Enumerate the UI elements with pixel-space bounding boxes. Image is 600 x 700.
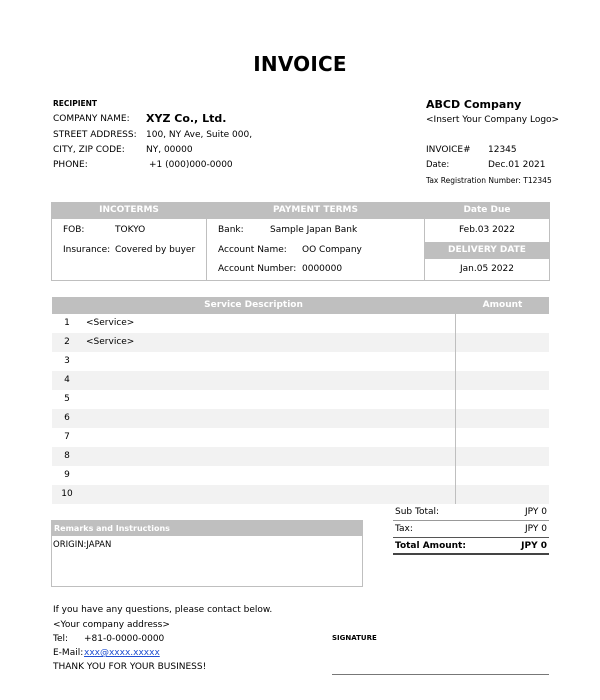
row-number: 2: [64, 337, 70, 347]
account-name-label: Account Name:: [218, 245, 287, 255]
account-number-label: Account Number:: [218, 264, 297, 274]
date-due-header: Date Due: [425, 202, 549, 219]
company-address: <Your company address>: [53, 620, 170, 630]
subtotal-rule: [393, 520, 549, 521]
payment-terms-header: PAYMENT TERMS: [207, 202, 424, 219]
row-number: 10: [61, 489, 73, 499]
table-row: [52, 447, 549, 466]
company-name-value: XYZ Co., Ltd.: [146, 112, 227, 125]
row-number: 4: [64, 375, 70, 385]
table-row: [52, 466, 549, 485]
fob-label: FOB:: [63, 225, 85, 235]
bank-label: Bank:: [218, 225, 244, 235]
delivery-date-header: DELIVERY DATE: [425, 242, 549, 259]
table-row: [52, 409, 549, 428]
bank-value: Sample Japan Bank: [270, 225, 358, 235]
total-rule: [393, 553, 549, 555]
date-label: Date:: [426, 160, 450, 170]
email-link[interactable]: xxx@xxxx.xxxxx: [84, 648, 160, 658]
invoice-number-label: INVOICE#: [426, 145, 471, 155]
city-zip-value: NY, 00000: [146, 145, 193, 155]
total-amount-label: Total Amount:: [395, 541, 466, 551]
subtotal-value: JPY 0: [525, 507, 547, 517]
date-due-value: Feb.03 2022: [458, 225, 515, 235]
row-description: <Service>: [86, 318, 135, 328]
row-number: 9: [64, 470, 70, 480]
table-row: [52, 352, 549, 371]
contact-question: If you have any questions, please contact below.: [53, 605, 273, 615]
table-row: [52, 485, 549, 504]
terms-divider: [206, 202, 207, 281]
service-description-header: Service Description: [52, 297, 455, 314]
company-name-label: COMPANY NAME:: [53, 114, 130, 124]
account-number-value: 0000000: [302, 264, 343, 274]
phone-value: +1 (000)000-0000: [149, 160, 233, 170]
fob-value: TOKYO: [115, 225, 146, 235]
insurance-value: Covered by buyer: [115, 245, 196, 255]
table-row: [52, 371, 549, 390]
street-address-label: STREET ADDRESS:: [53, 130, 137, 140]
city-zip-label: CITY, ZIP CODE:: [53, 145, 125, 155]
tel-label: Tel:: [53, 634, 69, 644]
tax-value: JPY 0: [525, 524, 547, 534]
row-description: <Service>: [86, 337, 135, 347]
signature-line: [332, 674, 549, 675]
row-number: 5: [64, 394, 70, 404]
recipient-heading: RECIPIENT: [53, 99, 97, 108]
table-row: [52, 314, 549, 333]
signature-label: SIGNATURE: [332, 634, 377, 642]
account-name-value: OO Company: [302, 245, 362, 255]
table-row: [52, 390, 549, 409]
sender-company: ABCD Company: [426, 98, 522, 111]
invoice-title: INVOICE: [253, 52, 347, 76]
row-number: 8: [64, 451, 70, 461]
table-row: [52, 428, 549, 447]
tax-rule: [393, 537, 549, 538]
table-row: [52, 333, 549, 352]
row-number: 7: [64, 432, 70, 442]
row-number: 3: [64, 356, 70, 366]
delivery-date-value: Jan.05 2022: [460, 264, 514, 274]
incoterms-header: INCOTERMS: [52, 202, 206, 219]
invoice-number-value: 12345: [488, 145, 517, 155]
tel-value: +81-0-0000-0000: [84, 634, 165, 644]
tax-registration: Tax Registration Number: T12345: [426, 176, 552, 185]
remarks-text: ORIGIN:JAPAN: [53, 540, 112, 550]
total-amount-value: JPY 0: [521, 541, 547, 551]
remarks-header: Remarks and Instructions: [52, 521, 362, 536]
amount-divider: [455, 297, 456, 504]
row-number: 6: [64, 413, 70, 423]
street-address-value: 100, NY Ave, Suite 000,: [146, 130, 253, 140]
phone-label: PHONE:: [53, 160, 88, 170]
email-label: E-Mail:: [53, 648, 84, 658]
date-value: Dec.01 2021: [488, 160, 546, 170]
row-number: 1: [64, 318, 70, 328]
insurance-label: Insurance:: [63, 245, 111, 255]
logo-placeholder: <Insert Your Company Logo>: [426, 115, 560, 125]
tax-label: Tax:: [395, 524, 413, 534]
subtotal-label: Sub Total:: [395, 507, 440, 517]
amount-header: Amount: [456, 297, 549, 314]
thank-you: THANK YOU FOR YOUR BUSINESS!: [53, 662, 207, 672]
